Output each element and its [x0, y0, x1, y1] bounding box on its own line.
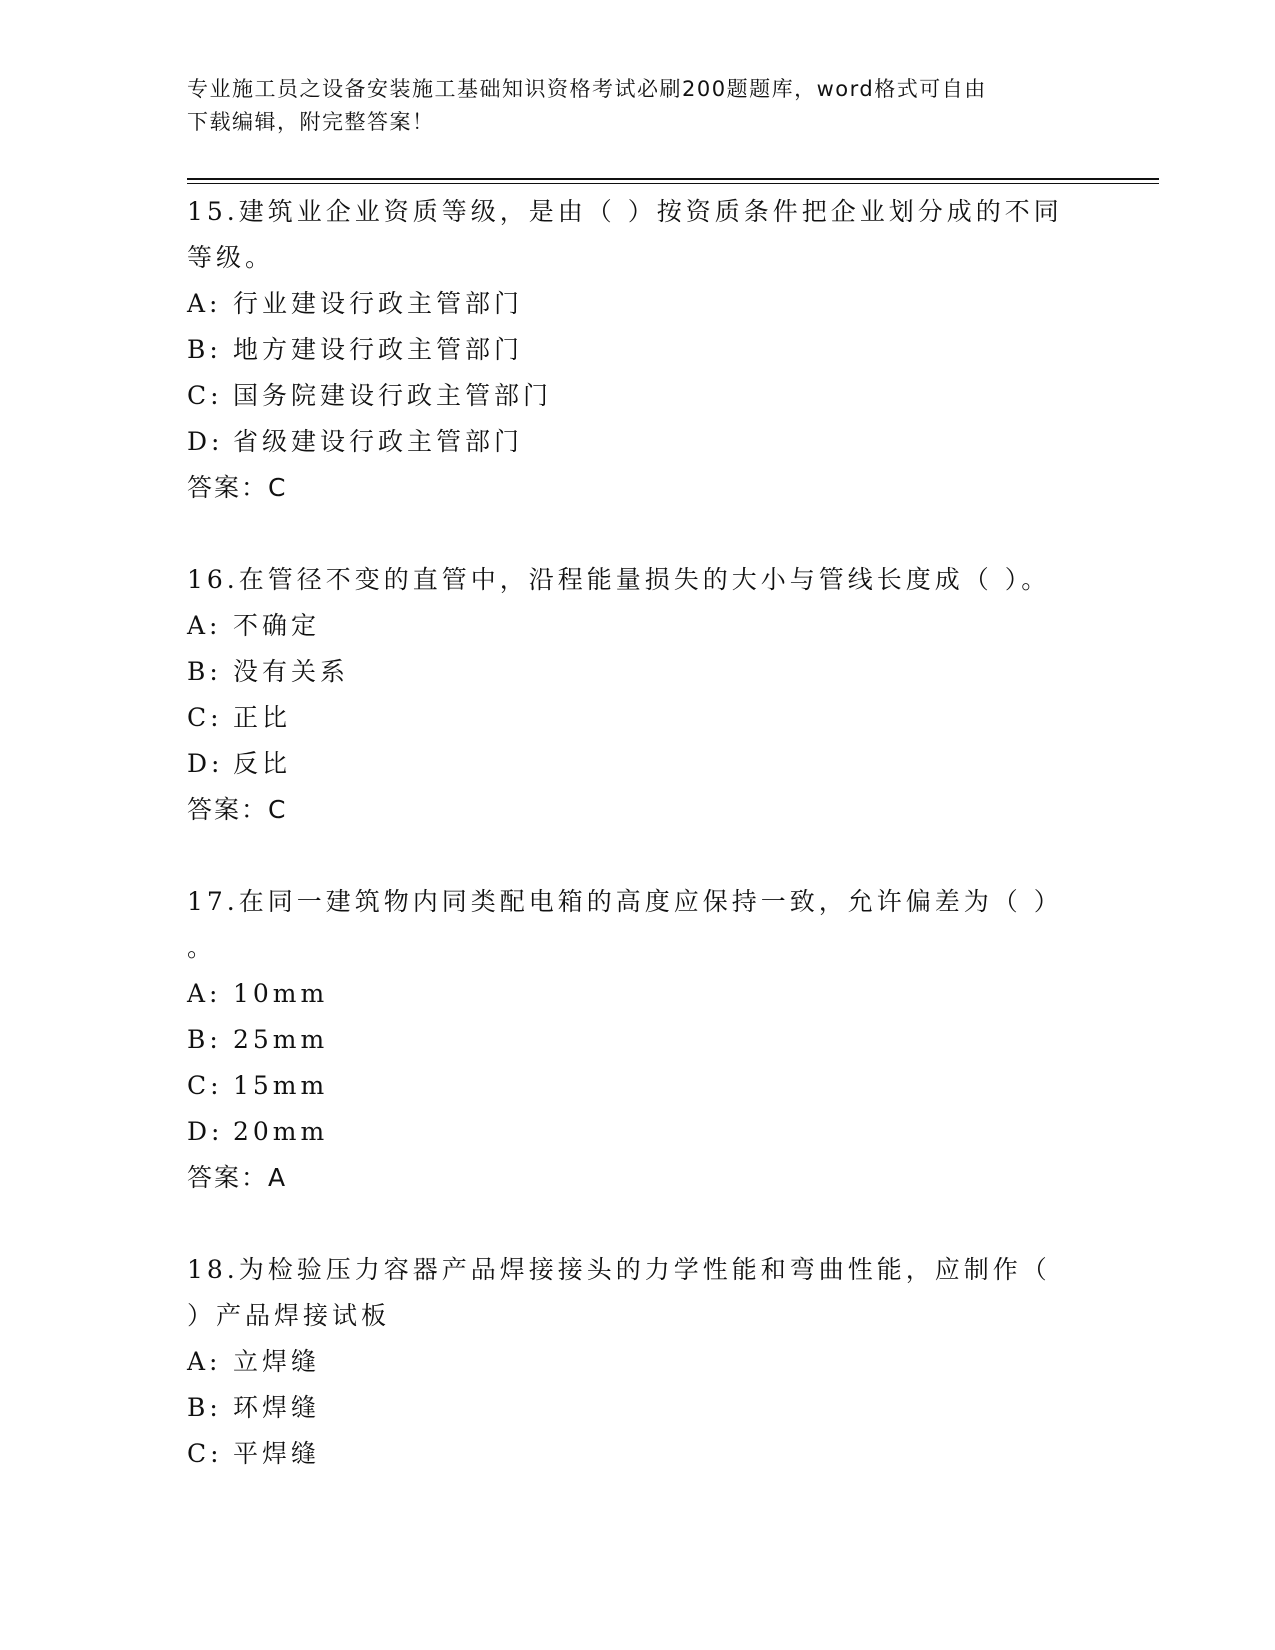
question-stem: 15.建筑业企业资质等级，是由（ ）按资质条件把企业划分成的不同 [187, 197, 1063, 226]
option-letter: B: [187, 335, 222, 364]
question-stem-continued: 等级。 [187, 243, 275, 272]
question-15 [187, 189, 1067, 511]
option-text: 10mm [233, 979, 329, 1008]
option-letter: D: [187, 1117, 224, 1146]
option-c [187, 373, 1067, 419]
header-divider-thick [187, 178, 1159, 180]
question-stem: 18.为检验压力容器产品焊接接头的力学性能和弯曲性能，应制作（ [187, 1255, 1051, 1284]
option-c [187, 695, 1067, 741]
option-text: 没有关系 [233, 657, 350, 686]
option-text: 地方建设行政主管部门 [233, 335, 524, 364]
option-b [187, 649, 1067, 695]
option-c [187, 1063, 1067, 1109]
option-letter: B: [187, 1025, 222, 1054]
question-spacer [187, 511, 1067, 557]
option-letter: A: [187, 979, 222, 1008]
option-text: 立焊缝 [233, 1347, 321, 1376]
option-a [187, 281, 1067, 327]
question-16 [187, 557, 1067, 833]
option-b [187, 1385, 1067, 1431]
option-text: 正比 [233, 703, 292, 732]
option-a [187, 971, 1067, 1017]
option-letter: D: [187, 427, 224, 456]
option-letter: B: [187, 1393, 222, 1422]
question-18 [187, 1247, 1067, 1477]
option-text: 环焊缝 [233, 1393, 321, 1422]
option-b [187, 1017, 1067, 1063]
option-text: 行业建设行政主管部门 [233, 289, 524, 318]
option-c [187, 1431, 1067, 1477]
header-line-2: 下载编辑，附完整答案！ [187, 110, 435, 134]
header-line-1: 专业施工员之设备安装施工基础知识资格考试必刷200题题库，word格式可自由 [187, 77, 987, 101]
question-list [187, 189, 1067, 1477]
option-text: 反比 [233, 749, 292, 778]
option-text: 20mm [233, 1117, 329, 1146]
option-a [187, 603, 1067, 649]
option-text: 25mm [233, 1025, 329, 1054]
option-letter: D: [187, 749, 224, 778]
option-letter: C: [187, 1071, 223, 1100]
option-text: 国务院建设行政主管部门 [233, 381, 553, 410]
option-letter: A: [187, 611, 222, 640]
option-letter: C: [187, 703, 223, 732]
question-stem: 17.在同一建筑物内同类配电箱的高度应保持一致，允许偏差为（ ） [187, 887, 1063, 916]
question-17 [187, 879, 1067, 1201]
header-divider-thin [187, 183, 1159, 184]
option-letter: A: [187, 1347, 222, 1376]
question-stem-continued: 。 [187, 933, 217, 962]
option-a [187, 1339, 1067, 1385]
option-text: 15mm [233, 1071, 329, 1100]
option-letter: C: [187, 1439, 223, 1468]
option-b [187, 327, 1067, 373]
answer-line: 答案：C [187, 795, 288, 824]
option-text: 不确定 [233, 611, 321, 640]
option-letter: B: [187, 657, 222, 686]
question-spacer [187, 1201, 1067, 1247]
option-d [187, 1109, 1067, 1155]
answer-line: 答案：A [187, 1163, 288, 1192]
document-header [187, 73, 1067, 139]
option-d [187, 419, 1067, 465]
answer-line: 答案：C [187, 473, 288, 502]
question-stem: 16.在管径不变的直管中，沿程能量损失的大小与管线长度成（ ）。 [187, 565, 1051, 594]
option-text: 省级建设行政主管部门 [233, 427, 524, 456]
question-stem-continued: ）产品焊接试板 [187, 1301, 391, 1330]
option-d [187, 741, 1067, 787]
question-spacer [187, 833, 1067, 879]
option-text: 平焊缝 [233, 1439, 321, 1468]
option-letter: C: [187, 381, 223, 410]
option-letter: A: [187, 289, 222, 318]
